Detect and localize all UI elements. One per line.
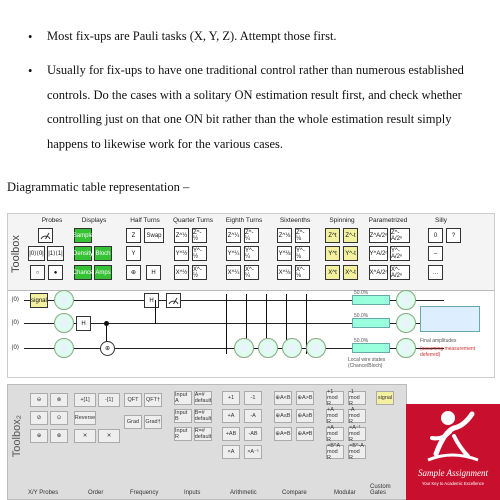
gate-y-eighth[interactable]: Y^⅛ bbox=[277, 246, 292, 261]
chance-display-1 bbox=[352, 295, 390, 305]
control-line bbox=[155, 300, 156, 324]
gate-z-quarter[interactable]: Z^¼ bbox=[226, 228, 241, 243]
gate-control-off[interactable]: ○ bbox=[30, 265, 45, 280]
chance-display-2 bbox=[352, 318, 390, 328]
category-frequency: Frequency bbox=[130, 490, 159, 496]
gate-z-minus-param[interactable]: Z^-A/2ⁿ bbox=[390, 228, 410, 243]
category-custom-gates: Custom Gates bbox=[370, 484, 391, 496]
gate-x-minus-quarter[interactable]: X^-¼ bbox=[244, 265, 259, 280]
gate-default-r[interactable]: R=# default bbox=[194, 428, 212, 440]
bullet-text-2: Usually for fix-ups to have one traditional control rather than numerous established controls. Do the cases with a solitary ON estimation result first, and check whether controlling just on that one ON bit rather than the whole estimation result simply happens to likewise work for the various cases. bbox=[47, 63, 464, 151]
gate-cnot-target[interactable]: ⊕ bbox=[100, 341, 115, 356]
gate-xy-probe[interactable]: ⊗ bbox=[50, 393, 68, 407]
bloch-sphere-icon bbox=[282, 338, 302, 358]
bloch-sphere-icon bbox=[396, 338, 416, 358]
category-order: Order bbox=[88, 490, 104, 496]
bloch-sphere-icon bbox=[306, 338, 326, 358]
gate-times-a[interactable]: ×A bbox=[222, 445, 240, 459]
gate-minus-one[interactable]: -1 bbox=[244, 391, 262, 405]
bloch-sphere-icon bbox=[258, 338, 278, 358]
gate-y-minus-param[interactable]: Y^-A/2ⁿ bbox=[390, 246, 410, 261]
gate-times-b-pow-a-mod[interactable]: ×B^A mod R bbox=[326, 445, 344, 459]
gate-probe-meter[interactable] bbox=[38, 228, 53, 243]
bloch-sphere-icon bbox=[396, 290, 416, 310]
local-state-note: Local wire states (Chance/Bloch) bbox=[348, 357, 386, 369]
gate-y-minus-quarter[interactable]: Y^-¼ bbox=[244, 246, 259, 261]
group-title-displays: Displays bbox=[81, 217, 107, 224]
logo-name: Sample Assignment bbox=[417, 468, 489, 478]
gate-compare-lt[interactable]: ⊕A<B bbox=[274, 391, 292, 405]
gate-z-minus-t[interactable]: Z^-t bbox=[343, 228, 358, 243]
final-amplitudes-note-2: (assuming measurement deferred) bbox=[420, 346, 476, 358]
gate-zero[interactable]: 0 bbox=[428, 228, 443, 243]
gate-default-b[interactable]: B=# default bbox=[194, 410, 212, 422]
gate-x-minus-eighth[interactable]: X^-⅛ bbox=[295, 265, 310, 280]
bloch-sphere-icon bbox=[234, 338, 254, 358]
gate-z-minus-half[interactable]: Z^-½ bbox=[192, 228, 207, 243]
gate-y-minus-t[interactable]: Y^-t bbox=[343, 246, 358, 261]
group-title-spinning: Spinning bbox=[329, 217, 355, 224]
group-title-half-turns: Half Turns bbox=[130, 217, 160, 224]
gate-times-b-pow-minus-a-mod[interactable]: ×B^-A mod R bbox=[348, 445, 366, 459]
gate-x-param[interactable]: X^A/2ⁿ bbox=[369, 265, 388, 280]
gate-z-half[interactable]: Z^½ bbox=[174, 228, 189, 243]
gate-minus-a[interactable]: -A bbox=[244, 409, 262, 423]
gate-reverse[interactable]: Reverse bbox=[74, 411, 96, 425]
gate-z[interactable]: Z bbox=[126, 228, 141, 243]
gate-qft-dagger[interactable]: QFT† bbox=[144, 393, 162, 407]
gate-xy-probe[interactable]: ⊙ bbox=[50, 411, 68, 425]
gate-input-r[interactable]: Input R bbox=[174, 427, 192, 441]
gate-times-a-inv-mod[interactable]: ×A⁻¹ mod R bbox=[348, 427, 366, 441]
gate-h[interactable]: H bbox=[146, 265, 161, 280]
gate-compare-ge[interactable]: ⊕A≥B bbox=[296, 409, 314, 423]
wire-label-2: |0⟩ bbox=[12, 320, 20, 326]
section-heading: Diagrammatic table representation – bbox=[7, 180, 190, 194]
gate-input-b[interactable]: Input B bbox=[174, 409, 192, 423]
gate-times-a-mod[interactable]: ×A mod R bbox=[326, 427, 344, 441]
group-title-quarter-turns: Quarter Turns bbox=[172, 217, 214, 224]
gate-density-display[interactable]: Density bbox=[74, 246, 92, 261]
gate-control-on[interactable]: ● bbox=[48, 265, 63, 280]
gate-plus-ab[interactable]: +AB bbox=[222, 427, 240, 441]
group-title-eighth-turns: Eighth Turns bbox=[225, 217, 263, 224]
gate-xy-probe[interactable]: ⊘ bbox=[30, 411, 48, 425]
gate-compare-le[interactable]: ⊕A≤B bbox=[274, 409, 292, 423]
gate-compare-ne[interactable]: ⊕A≠B bbox=[296, 427, 314, 441]
percent-label-3: 50.0% bbox=[354, 338, 369, 344]
gate-plus-a[interactable]: +A bbox=[222, 409, 240, 423]
sample-assignment-logo bbox=[406, 404, 500, 500]
gate-probe-1[interactable]: |1⟩⟨1| bbox=[47, 246, 64, 261]
gate-z-minus-eighth[interactable]: Z^-⅛ bbox=[295, 228, 310, 243]
gate-h-circuit-2[interactable]: H bbox=[144, 293, 159, 308]
bullet-marker: • bbox=[28, 64, 33, 78]
gate-minus-ab[interactable]: -AB bbox=[244, 427, 262, 441]
wire-label-1: |0⟩ bbox=[12, 297, 20, 303]
wire-label-3: |0⟩ bbox=[12, 345, 20, 351]
gate-decrement[interactable]: -[1] bbox=[98, 393, 120, 407]
category-inputs: Inputs bbox=[184, 490, 201, 496]
gate-probe-0[interactable]: |0⟩⟨0| bbox=[28, 246, 45, 261]
gate-x-minus-half[interactable]: X^-½ bbox=[192, 265, 207, 280]
gate-plus-one[interactable]: +1 bbox=[222, 391, 240, 405]
bloch-sphere-icon bbox=[54, 338, 74, 358]
gate-signal[interactable]: signal bbox=[30, 293, 48, 308]
gate-interleave[interactable]: ✕ bbox=[74, 429, 96, 443]
control-line bbox=[226, 294, 227, 354]
amplitude-display bbox=[420, 306, 480, 332]
gate-grad-dagger[interactable]: Grad† bbox=[144, 415, 162, 429]
gate-sample-display[interactable]: Sample bbox=[74, 228, 92, 243]
percent-label-1: 50.0% bbox=[354, 290, 369, 296]
gate-x-eighth[interactable]: X^⅛ bbox=[277, 265, 292, 280]
bloch-sphere-icon bbox=[54, 290, 74, 310]
gate-times-a-inverse[interactable]: ×A⁻¹ bbox=[244, 445, 262, 459]
gate-measure[interactable] bbox=[166, 293, 181, 308]
gate-xy-probe[interactable]: ⊖ bbox=[30, 393, 48, 407]
percent-label-2: 50.0% bbox=[354, 313, 369, 319]
control-dot bbox=[104, 321, 109, 326]
bullet-marker: • bbox=[28, 30, 33, 44]
gate-compare-eq[interactable]: ⊕A=B bbox=[274, 427, 292, 441]
gate-input-a[interactable]: Input A bbox=[174, 391, 192, 405]
logo-tagline: Your Key to Academic Excellence bbox=[421, 481, 485, 486]
group-title-probes: Probes bbox=[41, 217, 63, 224]
group-title-parametrized: Parametrized bbox=[368, 217, 408, 224]
logo-figure-icon bbox=[406, 404, 500, 466]
group-title-silly: Silly bbox=[435, 217, 447, 224]
bloch-sphere-icon bbox=[396, 313, 416, 333]
gate-y-t[interactable]: Y^t bbox=[325, 246, 340, 261]
gate-y[interactable]: Y bbox=[126, 246, 141, 261]
gate-y-param[interactable]: Y^A/2ⁿ bbox=[369, 246, 388, 261]
bullet-text-1: Most fix-ups are Pauli tasks (X, Y, Z). Attempt those first. bbox=[47, 29, 337, 43]
gate-z-minus-quarter[interactable]: Z^-¼ bbox=[244, 228, 259, 243]
gate-x-half[interactable]: X^½ bbox=[174, 265, 189, 280]
gate-x-minus-param[interactable]: X^-A/2ⁿ bbox=[390, 265, 410, 280]
gate-custom-signal[interactable]: signal bbox=[376, 391, 394, 405]
gate-grad[interactable]: Grad bbox=[124, 415, 142, 429]
gate-plus-a-mod[interactable]: +A mod R bbox=[326, 409, 344, 423]
category-arithmetic: Arithmetic bbox=[230, 490, 257, 496]
bloch-sphere-icon bbox=[54, 313, 74, 333]
gate-question[interactable]: ? bbox=[446, 228, 461, 243]
group-title-sixteenths: Sixteenths bbox=[279, 217, 311, 224]
gate-plus-one-mod[interactable]: +1 mod R bbox=[326, 391, 344, 405]
gate-default-a[interactable]: A=# default bbox=[194, 392, 212, 404]
gate-z-eighth[interactable]: Z^⅛ bbox=[277, 228, 292, 243]
gate-x-quarter[interactable]: X^¼ bbox=[226, 265, 241, 280]
gate-x[interactable]: ⊕ bbox=[126, 265, 141, 280]
gate-chance-display[interactable]: Chance bbox=[74, 265, 92, 280]
gate-compare-gt[interactable]: ⊕A>B bbox=[296, 391, 314, 405]
gate-amps-display[interactable]: Amps bbox=[94, 265, 112, 280]
gate-swap[interactable]: Swap bbox=[144, 228, 164, 243]
gate-z-t[interactable]: Z^t bbox=[325, 228, 340, 243]
gate-qft[interactable]: QFT bbox=[124, 393, 142, 407]
gate-y-quarter[interactable]: Y^¼ bbox=[226, 246, 241, 261]
chance-display-3 bbox=[352, 343, 390, 353]
category-xy-probes: X/Y Probes bbox=[28, 490, 59, 496]
gate-xy-probe[interactable]: ⊗ bbox=[50, 429, 68, 443]
final-amplitudes-note: Final amplitudes bbox=[420, 338, 457, 344]
category-modular: Modular bbox=[334, 490, 356, 496]
gate-increment[interactable]: +[1] bbox=[74, 393, 96, 407]
circuit-diagram-image bbox=[7, 213, 495, 378]
gate-minus-one-mod[interactable]: -1 mod R bbox=[348, 391, 366, 405]
gate-x-minus-t[interactable]: X^-t bbox=[343, 265, 358, 280]
gate-bloch-display[interactable]: Bloch bbox=[94, 246, 112, 261]
gate-y-minus-half[interactable]: Y^-½ bbox=[192, 246, 207, 261]
category-compare: Compare bbox=[282, 490, 307, 496]
gate-deinterleave[interactable]: ✕ bbox=[98, 429, 120, 443]
toolbox-2-label: Toolbox₂ bbox=[11, 415, 23, 458]
gate-y-minus-eighth[interactable]: Y^-⅛ bbox=[295, 246, 310, 261]
toolbox-label: Toolbox bbox=[10, 235, 22, 273]
toolbox-2-image bbox=[7, 384, 407, 500]
gate-y-half[interactable]: Y^½ bbox=[174, 246, 189, 261]
gate-z-param[interactable]: Z^A/2ⁿ bbox=[369, 228, 388, 243]
gate-ellipsis[interactable]: … bbox=[428, 265, 443, 280]
gate-xy-probe[interactable]: ⊕ bbox=[30, 429, 48, 443]
gate-h-circuit[interactable]: H bbox=[76, 316, 91, 331]
gate-minus-a-mod[interactable]: -A mod R bbox=[348, 409, 366, 423]
gate-x-t[interactable]: X^t bbox=[325, 265, 340, 280]
gate-dash[interactable]: – bbox=[428, 246, 443, 261]
